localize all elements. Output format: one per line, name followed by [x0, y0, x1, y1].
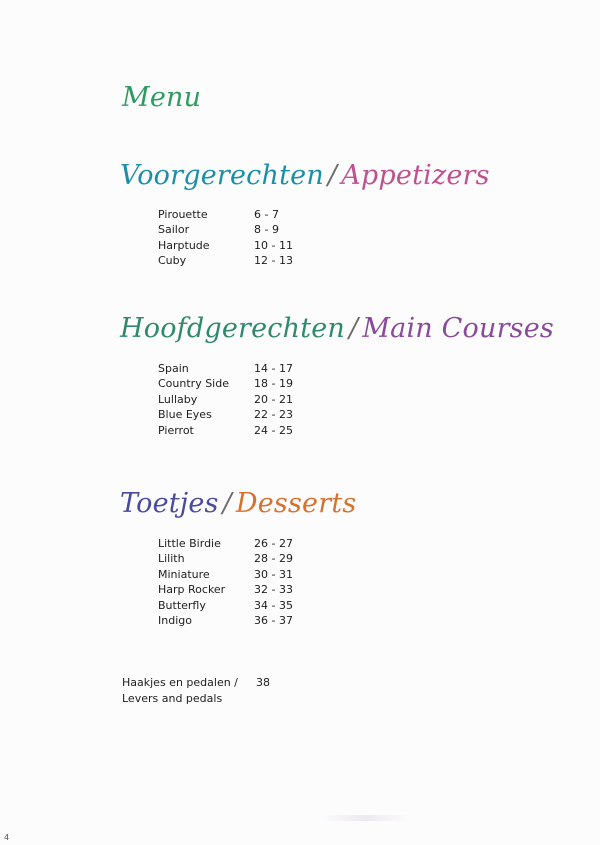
heading-english: Desserts	[235, 488, 357, 519]
footer-line-english: Levers and pedals	[122, 692, 223, 705]
footer-line-dutch: Haakjes en pedalen /	[122, 676, 238, 689]
list-item	[158, 613, 293, 628]
list-item	[158, 207, 293, 222]
item-name: Harptude	[158, 238, 210, 252]
item-name: Cuby	[158, 254, 187, 268]
item-pages: 30 - 31	[254, 567, 293, 581]
section-heading-appetizers	[120, 160, 490, 191]
faint-watermark	[320, 815, 410, 821]
item-pages: 18 - 19	[254, 377, 293, 391]
list-item	[158, 407, 293, 422]
levers-and-pedals-entry	[122, 675, 238, 707]
page-number: 4	[4, 833, 10, 842]
item-name: Blue Eyes	[158, 408, 212, 422]
list-item	[158, 238, 293, 253]
heading-dutch: Toetjes	[120, 488, 219, 519]
item-pages: 14 - 17	[254, 362, 293, 375]
item-pages: 8 - 9	[254, 223, 279, 237]
item-pages: 22 - 23	[254, 408, 293, 422]
list-item	[158, 361, 293, 376]
item-pages: 12 - 13	[254, 254, 293, 268]
item-name: Lilith	[158, 552, 185, 566]
heading-slash: /	[349, 313, 359, 344]
item-pages: 28 - 29	[254, 552, 293, 566]
item-name: Harp Rocker	[158, 583, 226, 597]
main-courses-list	[158, 361, 293, 438]
heading-slash: /	[222, 488, 232, 519]
heading-english: Main Courses	[362, 313, 554, 344]
item-pages: 36 - 37	[254, 613, 293, 627]
item-name: Pierrot	[158, 423, 194, 437]
item-name: Little Birdie	[158, 537, 221, 550]
list-item	[158, 423, 293, 438]
list-item	[158, 567, 293, 582]
item-pages: 6 - 7	[254, 208, 279, 221]
section-heading-main-courses	[120, 313, 554, 344]
item-pages: 24 - 25	[254, 423, 293, 437]
heading-english: Appetizers	[341, 160, 490, 191]
item-name: Miniature	[158, 567, 210, 581]
item-name: Spain	[158, 362, 189, 375]
list-item	[158, 222, 293, 237]
item-name: Lullaby	[158, 392, 198, 406]
page-title: Menu	[122, 82, 202, 113]
list-item	[158, 551, 293, 566]
footer-page-number: 38	[256, 676, 270, 689]
section-heading-desserts	[120, 488, 356, 519]
list-item	[158, 598, 293, 613]
item-name: Country Side	[158, 377, 229, 391]
list-item	[158, 392, 293, 407]
desserts-list	[158, 536, 293, 628]
heading-slash: /	[327, 160, 338, 191]
list-item	[158, 253, 293, 268]
item-pages: 32 - 33	[254, 583, 293, 597]
list-item	[158, 536, 293, 551]
item-name: Sailor	[158, 223, 190, 237]
item-pages: 20 - 21	[254, 392, 293, 406]
heading-dutch: Voorgerechten	[120, 160, 324, 191]
item-name: Pirouette	[158, 208, 208, 221]
item-pages: 26 - 27	[254, 537, 293, 550]
item-pages: 10 - 11	[254, 238, 293, 252]
list-item	[158, 582, 293, 597]
item-pages: 34 - 35	[254, 598, 293, 612]
heading-dutch: Hoofdgerechten	[120, 313, 346, 344]
list-item	[158, 376, 293, 391]
item-name: Butterfly	[158, 598, 206, 612]
appetizers-list	[158, 207, 293, 269]
item-name: Indigo	[158, 613, 192, 627]
